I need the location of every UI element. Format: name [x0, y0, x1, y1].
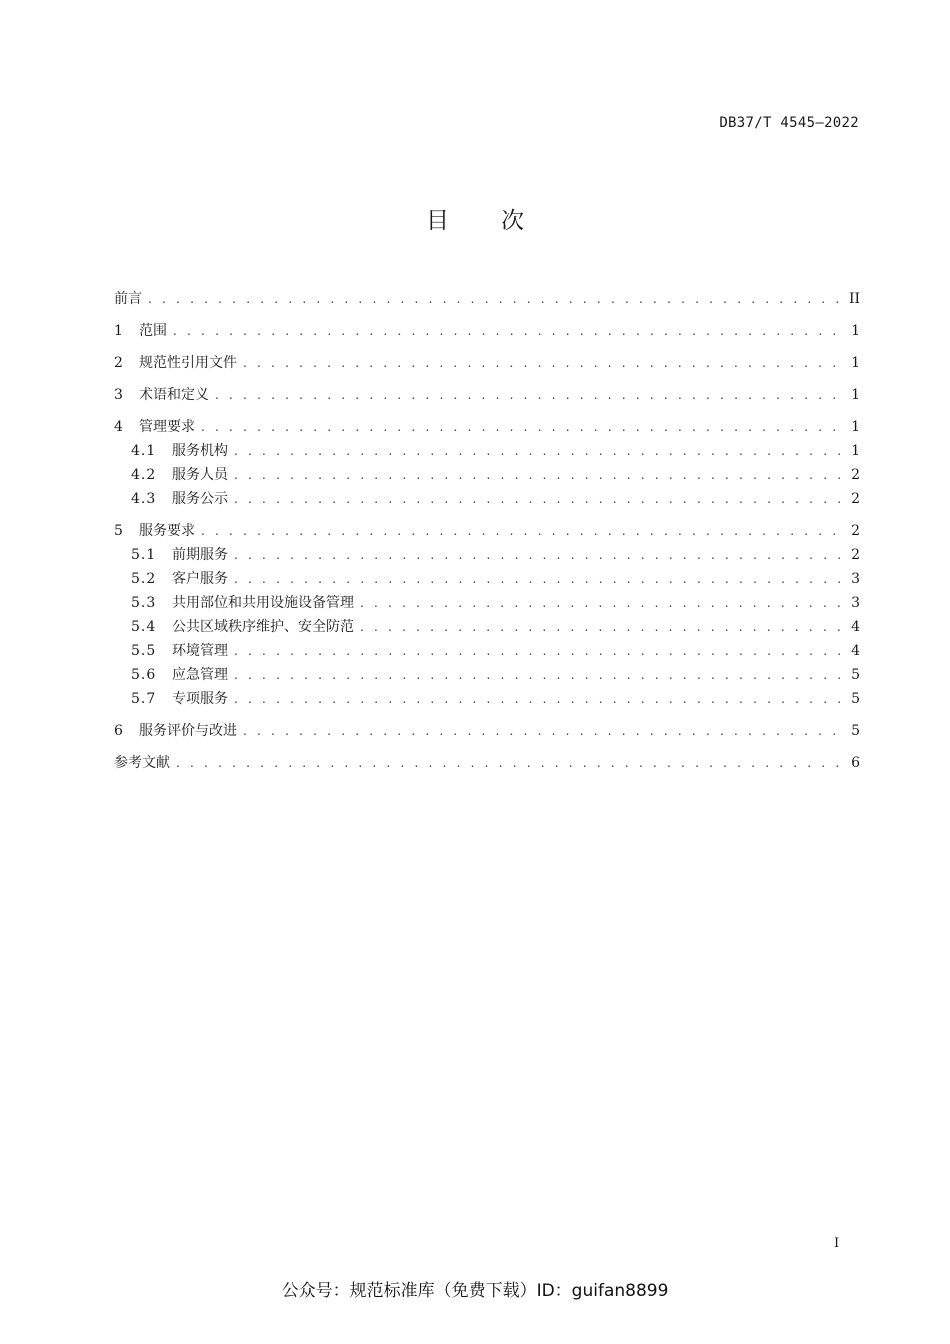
toc-entry[interactable] [114, 719, 860, 743]
toc-entry-page: 2 [851, 523, 860, 539]
toc-entry-page: 5 [851, 691, 860, 707]
toc-entry-number: 6 [114, 723, 123, 739]
toc-entry-label: 环境管理 [172, 643, 228, 659]
toc-leader-dots [176, 751, 844, 775]
toc-leader-dots [173, 319, 844, 343]
toc-leader-dots [234, 639, 844, 663]
toc-leader-dots [215, 383, 844, 407]
toc-leader-dots [234, 463, 844, 487]
toc-entry-number: 1 [114, 323, 123, 339]
toc-entry-label: 术语和定义 [139, 387, 209, 403]
toc-leader-dots [234, 487, 844, 511]
toc-entry-label: 服务公示 [172, 491, 228, 507]
toc-subentry[interactable] [114, 439, 860, 463]
toc-entry-number: 5.4 [131, 619, 157, 635]
toc-entry-label: 规范性引用文件 [139, 355, 237, 371]
toc-subentry[interactable] [114, 639, 860, 663]
toc-subentry[interactable] [114, 687, 860, 711]
toc-entry-label: 客户服务 [172, 571, 228, 587]
toc-entry-number: 5.7 [131, 691, 157, 707]
toc-entry-label: 服务机构 [172, 443, 228, 459]
toc-leader-dots [234, 567, 844, 591]
toc-entry-page: II [848, 291, 860, 307]
toc-list [114, 287, 860, 775]
toc-entry-number: 4.3 [131, 491, 157, 507]
toc-entry-label: 应急管理 [172, 667, 228, 683]
toc-entry-number: 3 [114, 387, 123, 403]
toc-title-part2: 次 [501, 208, 524, 234]
toc-subentry[interactable] [114, 615, 860, 639]
toc-leader-dots [234, 439, 844, 463]
toc-entry-number: 4.1 [131, 443, 157, 459]
toc-leader-dots [201, 519, 844, 543]
toc-leader-dots [243, 719, 844, 743]
toc-entry-page: 1 [851, 355, 860, 371]
toc-entry-page: 5 [851, 723, 860, 739]
toc-leader-dots [360, 615, 844, 639]
toc-entry-page: 4 [851, 619, 860, 635]
toc-entry-page: 6 [851, 755, 860, 771]
toc-entry-label: 专项服务 [172, 691, 228, 707]
toc-subentry[interactable] [114, 543, 860, 567]
toc-entry-number: 2 [114, 355, 123, 371]
toc-subentry[interactable] [114, 567, 860, 591]
toc-entry-page: 4 [851, 643, 860, 659]
toc-entry-label: 前期服务 [172, 547, 228, 563]
toc-entry-number: 5.6 [131, 667, 157, 683]
toc-title [0, 202, 950, 235]
toc-entry[interactable] [114, 319, 860, 343]
toc-entry-label: 服务人员 [172, 467, 228, 483]
toc-leader-dots [201, 415, 844, 439]
toc-leader-dots [243, 351, 844, 375]
toc-entry[interactable] [114, 351, 860, 375]
toc-subentry[interactable] [114, 591, 860, 615]
toc-entry-number: 5 [114, 523, 123, 539]
toc-entry-number: 5.5 [131, 643, 157, 659]
toc-entry-label: 共用部位和共用设施设备管理 [172, 595, 354, 611]
toc-leader-dots [234, 663, 844, 687]
toc-entry-number: 4 [114, 419, 123, 435]
toc-entry[interactable] [114, 751, 860, 775]
toc-entry-page: 1 [851, 323, 860, 339]
toc-entry-label: 范围 [139, 323, 167, 339]
toc-entry-number: 5.1 [131, 547, 157, 563]
toc-entry-number: 5.3 [131, 595, 157, 611]
toc-entry[interactable] [114, 383, 860, 407]
toc-entry-page: 1 [851, 443, 860, 459]
watermark-text: 公众号：规范标准库（免费下载）ID：guifan8899 [281, 1281, 669, 1301]
toc-entry-number: 5.2 [131, 571, 157, 587]
toc-leader-dots [234, 687, 844, 711]
toc-entry[interactable] [114, 415, 860, 439]
toc-subentry[interactable] [114, 463, 860, 487]
toc-subentry[interactable] [114, 487, 860, 511]
toc-entry-page: 5 [851, 667, 860, 683]
toc-entry-label: 前言 [114, 291, 142, 307]
toc-entry-page: 2 [851, 491, 860, 507]
page-number: I [834, 1236, 840, 1251]
toc-leader-dots [360, 591, 844, 615]
toc-entry-label: 服务要求 [139, 523, 195, 539]
toc-entry[interactable] [114, 287, 860, 311]
toc-title-part1: 目 [426, 208, 449, 234]
toc-entry-page: 2 [851, 547, 860, 563]
toc-entry[interactable] [114, 519, 860, 543]
toc-entry-page: 2 [851, 467, 860, 483]
document-code: DB37/T 4545—2022 [719, 115, 859, 131]
toc-entry-number: 4.2 [131, 467, 157, 483]
toc-entry-page: 3 [851, 595, 860, 611]
toc-leader-dots [148, 287, 843, 311]
toc-subentry[interactable] [114, 663, 860, 687]
toc-entry-label: 管理要求 [139, 419, 195, 435]
toc-entry-page: 1 [851, 387, 860, 403]
toc-leader-dots [234, 543, 844, 567]
toc-entry-label: 服务评价与改进 [139, 723, 237, 739]
toc-entry-label: 参考文献 [114, 755, 170, 771]
toc-entry-page: 3 [851, 571, 860, 587]
toc-entry-page: 1 [851, 419, 860, 435]
toc-entry-label: 公共区域秩序维护、安全防范 [172, 619, 354, 635]
